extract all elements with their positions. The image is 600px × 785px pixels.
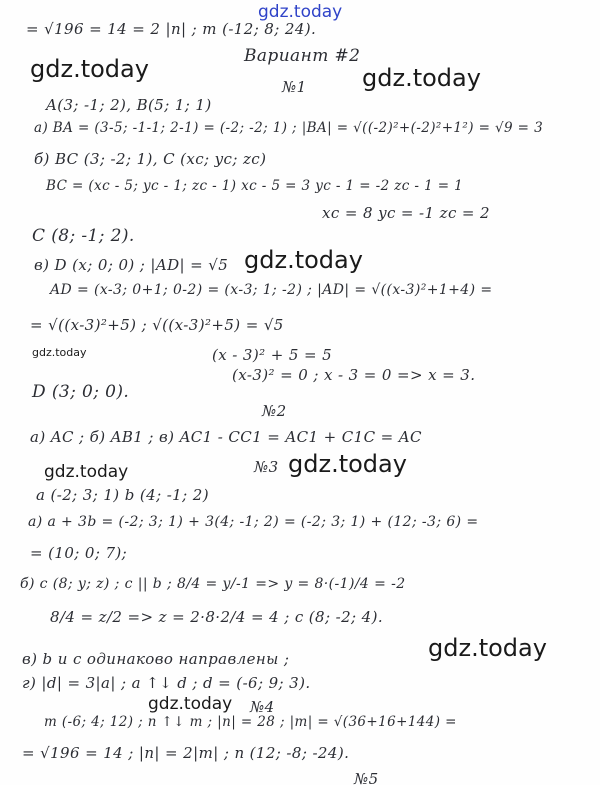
text-line: = √((x-3)²+5) ; √((x-3)²+5) = √5	[30, 316, 284, 334]
text-line: в) b и c одинаково направлены ;	[22, 650, 290, 668]
text-line: D (3; 0; 0).	[32, 382, 130, 402]
watermark-top: gdz.today	[258, 2, 343, 22]
text-line: а) AC ; б) AB1 ; в) AC1 - CC1 = AC1 + C1C = AC	[30, 428, 422, 446]
text-line: №4	[250, 698, 275, 716]
watermark: gdz.today	[30, 55, 149, 83]
text-line: г) |d| = 3|a| ; a ↑↓ d ; d = (-6; 9; 3).	[22, 674, 311, 692]
watermark: gdz.today	[244, 246, 363, 274]
text-line: = (10; 0; 7);	[30, 544, 128, 562]
watermark: gdz.today	[32, 346, 87, 359]
text-line: а) BA = (3-5; -1-1; 2-1) = (-2; -2; 1) ; |BA| = √((-2)²+(-2)²+1²) = √9 = 3	[34, 120, 544, 136]
text-line: 8/4 = z/2 => z = 2·8·2/4 = 4 ; c (8; -2; 4).	[50, 608, 384, 626]
watermark: gdz.today	[362, 64, 481, 92]
text-line: а) a + 3b = (-2; 3; 1) + 3(4; -1; 2) = (-2; 3; 1) + (12; -3; 6) =	[28, 514, 479, 530]
watermark: gdz.today	[288, 450, 407, 478]
text-line: a (-2; 3; 1) b (4; -1; 2)	[36, 486, 209, 504]
text-line: = √196 = 14 = 2 |n| ; m (-12; 8; 24).	[26, 20, 317, 38]
text-line: = √196 = 14 ; |n| = 2|m| ; n (12; -8; -24).	[22, 744, 350, 762]
text-line: №3	[254, 458, 279, 476]
text-line: m (-6; 4; 12) ; n ↑↓ m ; |n| = 28 ; |m| = √(36+16+144) =	[44, 714, 457, 730]
text-line: AD = (x-3; 0+1; 0-2) = (x-3; 1; -2) ; |AD| = √((x-3)²+1+4) =	[50, 282, 493, 298]
text-line: в) D (x; 0; 0) ; |AD| = √5	[34, 256, 229, 274]
text-line: б) c (8; y; z) ; c || b ; 8/4 = y/-1 => y = 8·(-1)/4 = -2	[20, 576, 406, 592]
watermark: gdz.today	[44, 462, 129, 482]
text-line: C (8; -1; 2).	[32, 226, 135, 246]
text-line: №5	[354, 770, 379, 785]
text-line: №2	[262, 402, 287, 420]
watermark: gdz.today	[148, 694, 233, 714]
watermark: gdz.today	[428, 634, 547, 662]
text-line: (x-3)² = 0 ; x - 3 = 0 => x = 3.	[232, 366, 476, 384]
text-line: A(3; -1; 2), B(5; 1; 1)	[46, 96, 212, 114]
text-line: xc = 8 yc = -1 zc = 2	[322, 204, 490, 222]
text-line: б) BC (3; -2; 1), C (xc; yc; zc)	[34, 150, 267, 168]
text-line: BC = (xc - 5; yc - 1; zc - 1) xc - 5 = 3 yc - 1 = -2 zc - 1 = 1	[46, 178, 464, 194]
text-line: (x - 3)² + 5 = 5	[212, 346, 333, 364]
text-line: №1	[282, 78, 307, 96]
text-line: Вариант #2	[244, 46, 361, 66]
